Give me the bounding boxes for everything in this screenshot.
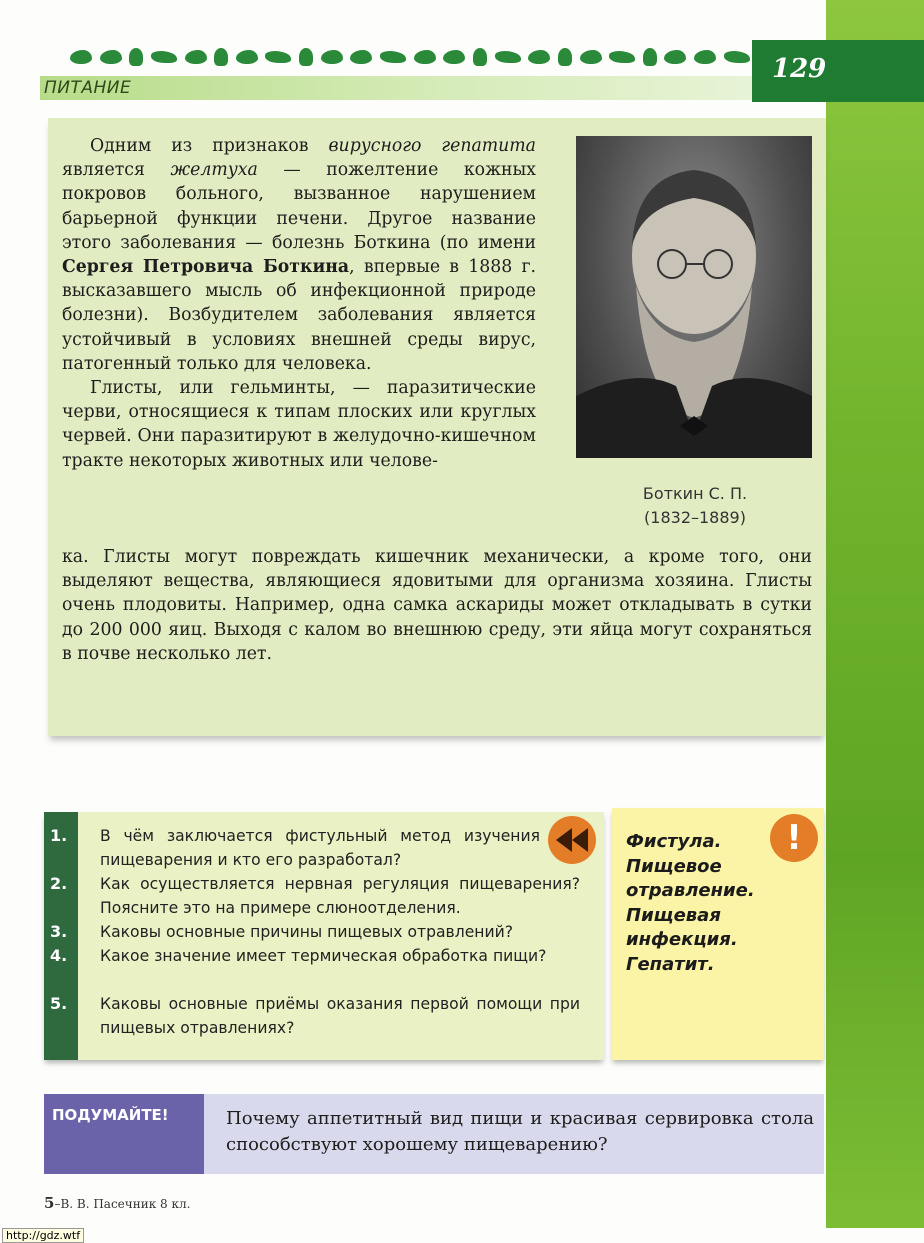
rewind-icon	[548, 816, 596, 864]
portrait-caption	[600, 482, 790, 530]
portrait-illustration	[576, 136, 812, 458]
section-header-bar	[40, 76, 752, 100]
question-number: 1.	[50, 826, 68, 845]
question-number: 2.	[50, 874, 68, 893]
keyword: Фистула.	[626, 831, 722, 852]
keywords-list	[626, 830, 776, 977]
side-green-strip	[826, 0, 924, 1228]
keyword: Гепатит.	[626, 953, 715, 975]
question-number: 3.	[50, 922, 68, 941]
question-text: В чём заключается фистульный метод изучения пищеварения и кто его разработал?	[100, 827, 540, 869]
paragraph-2: Глисты, или гельминты, — паразитические черви, относящиеся к типам плоских или круглых червей. Они паразитируют в желудочно-кишечном тракте некоторых животных или челове-	[62, 378, 536, 471]
page-footer: 5–В. В. Пасечник 8 кл.	[44, 1194, 191, 1212]
paragraph-1: Одним из признаков вирусного гепатита является желтуха — пожелтение кожных покровов больного, вызванное нарушением барьерной функции печени. Другое название этого заболевания — болезнь Боткина (по имени Сергея Петровича Боткина, впервые в 1888 г. высказавшего мысль об инфекционной природе болезни). Возбудителем заболевания является устойчивый в условиях внешней среды вирус, патогенный только для человека.	[62, 136, 536, 374]
animals-decoration-row	[70, 44, 750, 70]
keyword: Пищевая инфекция.	[626, 904, 738, 950]
question-text: Каковы основные причины пищевых отравлений?	[100, 923, 514, 941]
caption-years: (1832–1889)	[644, 508, 746, 527]
caption-name: Боткин С. П.	[642, 484, 748, 503]
think-question: Почему аппетитный вид пищи и красивая сервировка стола способствуют хорошему пищеварению?	[226, 1108, 814, 1155]
question-text: Каковы основные приёмы оказания первой помощи при пищевых отравлениях?	[100, 995, 580, 1037]
question-number: 4.	[50, 946, 68, 965]
main-text	[62, 134, 536, 473]
portrait-image	[576, 136, 812, 458]
section-title: ПИТАНИЕ	[44, 78, 132, 98]
keyword: Пищевое отравление.	[626, 855, 755, 901]
think-label: ПОДУМАЙТЕ!	[52, 1106, 169, 1124]
question-number: 5.	[50, 994, 68, 1013]
page-number: 129	[772, 54, 827, 84]
source-url-link[interactable]: http://gdz.wtf	[2, 1228, 84, 1243]
exclamation-icon: !	[770, 814, 818, 862]
paragraph-2-continuation: ка. Глисты могут повреждать кишечник механически, а кроме того, они выделяют вещества, являющиеся ядовитыми для организма хозяина. Глисты очень плодовиты. Например, одна самка аскариды может откладывать в сутки до 200 000 яиц. Выходя с калом во внешнюю среду, эти яйца могут сохраняться в почве несколько лет.	[62, 547, 812, 664]
question-text: Как осуществляется нервная регуляция пищеварения? Поясните это на примере слюноотделения.	[100, 875, 580, 917]
question-text: Какое значение имеет термическая обработка пищи?	[100, 947, 547, 965]
